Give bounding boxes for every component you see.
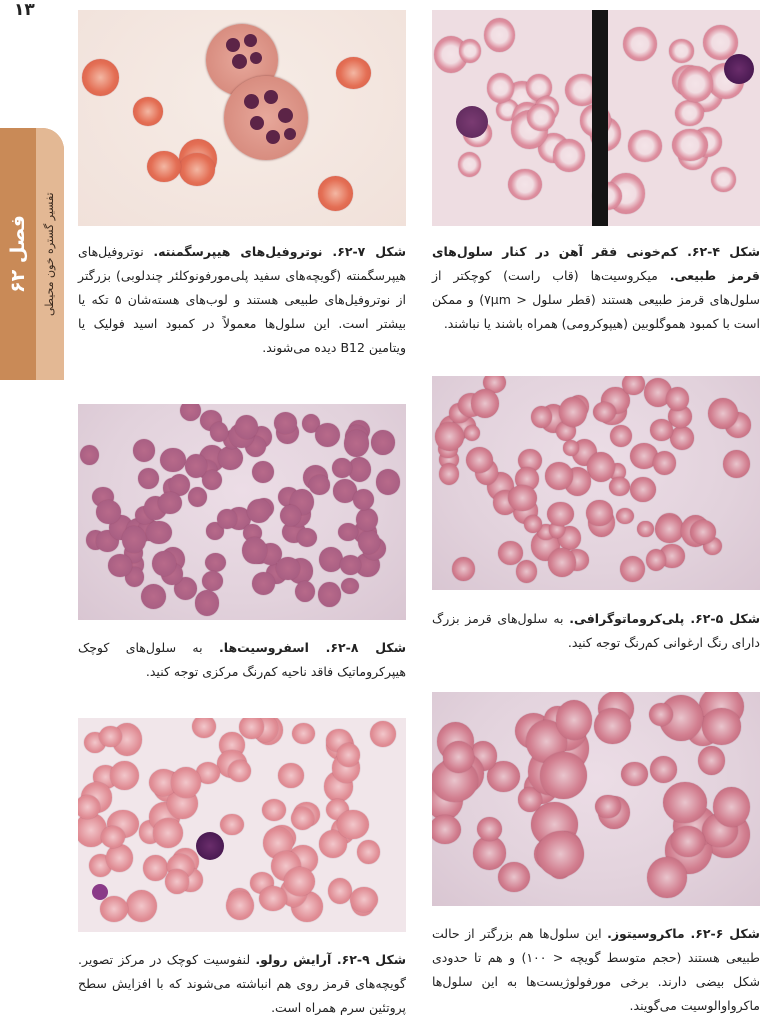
red-blood-cell [259,886,287,911]
red-blood-cell [464,425,480,441]
red-blood-cell [473,836,507,869]
figure-62-9-photo [78,718,406,932]
red-blood-cell [336,57,371,89]
neutrophil-cell [456,106,488,138]
red-blood-cell [622,376,644,395]
nucleus-lobe [244,94,259,109]
red-blood-cell [297,528,317,547]
red-blood-cell [646,549,666,571]
red-blood-cell [537,831,585,878]
red-blood-cell [508,169,541,200]
figure-62-7-caption [78,240,406,360]
red-blood-cell [548,548,576,577]
red-blood-cell [466,447,493,473]
red-blood-cell [620,556,646,583]
red-blood-cell [439,463,459,485]
red-blood-cell [80,445,99,465]
red-blood-cell [276,557,300,581]
red-blood-cell [152,551,175,576]
red-blood-cell [100,896,128,922]
red-blood-cell [106,844,134,872]
red-blood-cell [122,526,146,553]
red-blood-cell [284,867,315,896]
nucleus-lobe [250,116,264,130]
red-blood-cell [376,469,400,494]
red-blood-cell [318,582,341,606]
nucleus-lobe [264,90,278,104]
red-blood-cell [141,584,166,610]
red-blood-cell [609,477,630,497]
figure-62-8-title: شکل ۸-۶۲. اسفروسیت‌ها. [219,640,406,655]
red-blood-cell [242,537,267,564]
lymphocyte-cell [196,832,224,860]
red-blood-cell [332,458,351,478]
red-blood-cell [358,530,380,554]
red-blood-cell [666,387,689,411]
red-blood-cell [315,423,340,447]
red-blood-cell [524,515,542,532]
red-blood-cell [262,799,286,821]
nucleus-lobe [278,108,293,123]
red-blood-cell [158,492,182,515]
figure-62-6-text: این سلول‌ها هم بزرگتر از حالت طبیعی هستند (حجم متوسط گویچه < ۱۰۰) و هم تا حدودی شکل بیضی دارند. برخی مورفولوژیست‌ها به این سلول‌ها ماکرواوالوسیت می‌گویند. [432,926,760,1013]
red-blood-cell [527,104,556,131]
red-blood-cell [146,521,171,544]
red-blood-cell [357,840,380,864]
red-blood-cell [432,815,461,844]
red-blood-cell [610,425,632,447]
red-blood-cell [101,826,124,848]
red-blood-cell [235,415,258,439]
red-blood-cell [192,718,216,738]
nucleus-lobe [284,128,296,140]
red-blood-cell [341,578,359,595]
red-blood-cell [595,795,620,819]
red-blood-cell [217,509,237,529]
red-blood-cell [292,723,315,744]
red-blood-cell [188,487,207,507]
red-blood-cell [553,139,585,172]
red-blood-cell [143,855,167,881]
red-blood-cell [586,500,612,527]
figure-62-9-text: لنفوسیت کوچک در مرکز تصویر. گویچه‌های قرمز روی هم انباشته می‌شوند که با افزایش سطح پروتئین سرم همراه است. [78,952,406,1015]
red-blood-cell [516,560,537,583]
red-blood-cell [371,430,396,455]
hypersegmented-neutrophil [224,76,308,160]
red-blood-cell [669,39,694,62]
red-blood-cell [531,406,552,428]
red-blood-cell [179,153,215,186]
figure-62-9-title: شکل ۹-۶۲. آرایش رولو. [255,952,407,967]
red-blood-cell [309,475,330,494]
red-blood-cell [711,167,735,192]
red-blood-cell [108,554,132,577]
figure-62-7-photo [78,10,406,226]
red-blood-cell [252,461,274,483]
red-blood-cell [185,454,207,478]
red-blood-cell [110,761,139,790]
red-blood-cell [708,398,738,429]
page-number: ۱۳ [14,0,35,20]
red-blood-cell [623,27,657,62]
red-blood-cell [228,760,250,782]
red-blood-cell [616,508,634,524]
red-blood-cell [563,440,579,455]
figure-62-6-photo [432,692,760,906]
red-blood-cell [247,499,271,523]
red-blood-cell [318,176,353,211]
chapter-tab [0,128,64,380]
red-blood-cell [540,752,587,800]
red-blood-cell [202,470,222,490]
red-blood-cell [594,708,631,745]
red-blood-cell [210,422,228,442]
figure-62-8-caption [78,636,406,684]
red-blood-cell [675,100,703,126]
red-blood-cell [291,807,314,830]
red-blood-cell [252,572,275,595]
red-blood-cell [556,700,592,739]
red-blood-cell [274,412,297,434]
figure-62-8-photo [78,404,406,620]
red-blood-cell [655,515,684,543]
figure-62-7-text: نوتروفیل‌های هیپرسگمنته (گویچه‌های سفید پلی‌مورفونوکلئر چندلوبی) بزرگتر از نوتروفیل‌های طبیعی هستند و لوب‌های هسته‌شان ۵ تکه یا بیشتر است. این سلول‌ها معمولاً در کمبود اسید فولیک یا ویتامین B12 دیده می‌شوند. [78,244,407,355]
red-blood-cell [278,763,304,788]
figure-62-9-caption [78,948,406,1020]
red-blood-cell [171,767,201,798]
red-blood-cell [458,152,481,177]
red-blood-cell [672,129,707,162]
figure-62-4-photo [432,10,760,226]
figure-62-4-caption [432,240,760,336]
red-blood-cell [459,39,481,63]
red-blood-cell [690,520,716,544]
red-blood-cell [239,718,264,739]
platelet-cell [92,884,108,900]
red-blood-cell [153,818,183,848]
red-blood-cell [344,430,368,456]
red-blood-cell [723,450,751,478]
figure-62-5-text: به سلول‌های قرمز بزرگ دارای رنگ ارغوانی کم‌رنگ توجه کنید. [432,611,760,650]
red-blood-cell [133,97,163,125]
red-blood-cell [498,541,523,565]
figure-62-5-title: شکل ۵-۶۲. پلی‌کروماتوگرافی. [569,611,760,626]
nucleus-lobe [266,130,280,144]
figure-62-5-photo [432,376,760,590]
red-blood-cell [218,446,243,470]
red-blood-cell [195,590,219,615]
red-blood-cell [435,422,464,450]
red-blood-cell [678,66,712,102]
red-blood-cell [647,857,687,898]
red-blood-cell [698,746,724,775]
red-blood-cell [96,500,121,524]
red-blood-cell [650,419,672,441]
red-blood-cell [328,878,352,904]
red-blood-cell [319,547,343,573]
nucleus-lobe [250,52,262,64]
red-blood-cell [593,402,616,423]
red-blood-cell [180,404,201,421]
frame-divider [592,10,608,226]
figure-62-6-caption [432,922,760,1018]
red-blood-cell [621,762,647,786]
chapter-label: فصل ۶۲ [7,215,29,293]
red-blood-cell [628,130,662,162]
red-blood-cell [508,485,537,511]
red-blood-cell [637,521,653,538]
red-blood-cell [545,462,573,489]
red-blood-cell [670,426,695,450]
red-blood-cell [337,810,368,839]
red-blood-cell [353,489,374,510]
nucleus-lobe [244,34,257,47]
red-blood-cell [702,708,742,745]
red-blood-cell [370,721,396,747]
red-blood-cell [147,151,181,183]
figure-62-4-title: شکل ۴-۶۲. کم‌خونی فقر آهن در کنار سلول‌های قرمز طبیعی. [432,244,760,283]
red-blood-cell [295,581,315,602]
nucleus-lobe [226,38,240,52]
red-blood-cell [559,397,587,427]
red-blood-cell [220,814,243,835]
red-blood-cell [160,448,186,473]
red-blood-cell [630,477,656,502]
lymphocyte-cell [724,54,754,84]
red-blood-cell [126,890,157,922]
red-blood-cell [138,468,159,488]
red-blood-cell [484,18,515,52]
nucleus-lobe [232,54,247,69]
chapter-subtitle: تفسیر گستره خون محیطی [43,192,56,316]
figure-62-8-text: به سلول‌های کوچک هیپرکروماتیک فاقد ناحیه کم‌رنگ مرکزی توجه کنید. [78,640,406,679]
red-blood-cell [653,451,676,475]
red-blood-cell [202,571,224,591]
red-blood-cell [356,508,378,531]
figure-62-6-title: شکل ۶-۶۲. ماکروسیتوز. [607,926,760,941]
red-blood-cell [133,439,156,462]
figure-62-5-caption [432,607,760,655]
red-blood-cell [547,502,573,526]
red-blood-cell [82,59,119,95]
red-blood-cell [471,389,499,418]
red-blood-cell [487,73,514,102]
red-blood-cell [205,553,226,572]
figure-62-7-title: شکل ۷-۶۲. نوتروفیل‌های هیپرسگمنته. [153,244,406,259]
figure-62-4-text: میکروسیت‌ها (قاب راست) کوچکتر از سلول‌های قرمز طبیعی هستند (قطر سلول < ۷μm) و ممکن است با کمبود هموگلوبین (هیپوکرومی) همراه باشند یا نباشند. [432,268,760,331]
red-blood-cell [443,741,474,772]
red-blood-cell [452,557,475,581]
red-blood-cell [650,756,677,783]
red-blood-cell [226,891,254,920]
red-blood-cell [280,505,301,527]
red-blood-cell [498,862,530,892]
red-blood-cell [350,887,378,912]
